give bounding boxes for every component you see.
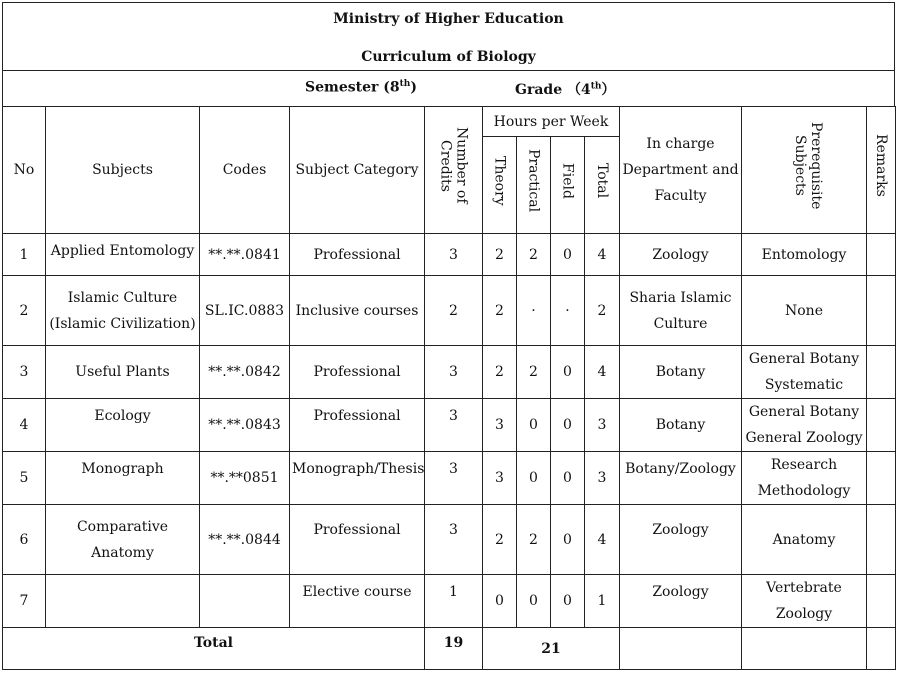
- semester-bar: [2, 70, 895, 107]
- row-credits: 3: [425, 399, 483, 452]
- row-prereq: General Botany Systematic: [742, 346, 867, 399]
- row-remarks: [867, 234, 896, 276]
- row-category: Professional: [290, 399, 425, 452]
- row-field: 0: [551, 505, 585, 575]
- table-row: [3, 452, 896, 505]
- row-theory: 2: [483, 346, 517, 399]
- table-row: [3, 575, 896, 628]
- header-row-1: [3, 107, 896, 137]
- total-remarks: [867, 628, 896, 670]
- row-code: **.**.0843: [200, 399, 290, 452]
- row-theory: 2: [483, 234, 517, 276]
- row-incharge: Botany: [620, 346, 742, 399]
- row-field: 0: [551, 399, 585, 452]
- row-practical: ·: [517, 276, 551, 346]
- row-incharge: Zoology: [620, 575, 742, 628]
- col-codes: Codes: [200, 107, 290, 234]
- row-no: 6: [3, 505, 46, 575]
- total-credits: 19: [425, 628, 483, 670]
- col-hours: Hours per Week: [483, 107, 620, 137]
- row-category: Inclusive courses: [290, 276, 425, 346]
- row-remarks: [867, 276, 896, 346]
- row-field: ·: [551, 276, 585, 346]
- row-subject: Comparative Anatomy: [46, 505, 200, 575]
- row-category: Elective course: [290, 575, 425, 628]
- row-code: SL.IC.0883: [200, 276, 290, 346]
- row-no: 4: [3, 399, 46, 452]
- col-practical: Practical: [517, 137, 551, 234]
- row-total: 2: [585, 276, 620, 346]
- total-prereq: [742, 628, 867, 670]
- col-remarks: Remarks: [867, 107, 896, 234]
- table-row: [3, 505, 896, 575]
- row-total: 4: [585, 234, 620, 276]
- row-prereq: Vertebrate Zoology: [742, 575, 867, 628]
- row-remarks: [867, 505, 896, 575]
- col-category: Subject Category: [290, 107, 425, 234]
- row-credits: 2: [425, 276, 483, 346]
- row-incharge: Sharia Islamic Culture: [620, 276, 742, 346]
- row-theory: 3: [483, 399, 517, 452]
- row-credits: 3: [425, 452, 483, 505]
- row-incharge: Botany/Zoology: [620, 452, 742, 505]
- row-total: 4: [585, 346, 620, 399]
- row-prereq: None: [742, 276, 867, 346]
- row-subject: [46, 575, 200, 628]
- table-row: [3, 399, 896, 452]
- row-field: 0: [551, 234, 585, 276]
- row-prereq: Anatomy: [742, 505, 867, 575]
- col-no: No: [3, 107, 46, 234]
- row-no: 3: [3, 346, 46, 399]
- row-incharge: Zoology: [620, 234, 742, 276]
- col-subjects: Subjects: [46, 107, 200, 234]
- row-subject: Ecology: [46, 399, 200, 452]
- row-prereq: Entomology: [742, 234, 867, 276]
- row-no: 7: [3, 575, 46, 628]
- total-label: Total: [3, 628, 425, 670]
- row-incharge: Botany: [620, 399, 742, 452]
- row-total: 4: [585, 505, 620, 575]
- header-box: [2, 2, 895, 71]
- ministry-title: Ministry of Higher Education: [333, 11, 564, 27]
- row-category: Professional: [290, 346, 425, 399]
- row-theory: 3: [483, 452, 517, 505]
- row-credits: 3: [425, 346, 483, 399]
- curriculum-title: Curriculum of Biology: [361, 49, 536, 65]
- semester-label: Semester (8th): [305, 79, 417, 96]
- row-remarks: [867, 452, 896, 505]
- table-row: [3, 346, 896, 399]
- row-total: 3: [585, 399, 620, 452]
- row-credits: 3: [425, 505, 483, 575]
- row-no: 1: [3, 234, 46, 276]
- curriculum-table: [2, 106, 896, 670]
- row-code: [200, 575, 290, 628]
- totals-row: [3, 628, 896, 670]
- grade-label: Grade （4th）: [515, 81, 616, 98]
- table-row: [3, 234, 896, 276]
- row-practical: 2: [517, 346, 551, 399]
- total-hours: 21: [483, 628, 620, 670]
- row-total: 1: [585, 575, 620, 628]
- row-theory: 0: [483, 575, 517, 628]
- row-remarks: [867, 575, 896, 628]
- row-prereq: Research Methodology: [742, 452, 867, 505]
- total-incharge: [620, 628, 742, 670]
- row-total: 3: [585, 452, 620, 505]
- row-practical: 0: [517, 452, 551, 505]
- row-no: 5: [3, 452, 46, 505]
- col-incharge: In charge Department and Faculty: [620, 107, 742, 234]
- col-field: Field: [551, 137, 585, 234]
- row-theory: 2: [483, 505, 517, 575]
- row-remarks: [867, 399, 896, 452]
- row-practical: 0: [517, 399, 551, 452]
- row-practical: 2: [517, 234, 551, 276]
- row-practical: 2: [517, 505, 551, 575]
- row-remarks: [867, 346, 896, 399]
- row-practical: 0: [517, 575, 551, 628]
- row-credits: 1: [425, 575, 483, 628]
- row-code: **.**.0844: [200, 505, 290, 575]
- row-field: 0: [551, 575, 585, 628]
- row-credits: 3: [425, 234, 483, 276]
- row-category: Monograph/Thesis: [290, 452, 425, 505]
- row-code: **.**.0842: [200, 346, 290, 399]
- col-prereq: Prerequisite Subjects: [742, 107, 867, 234]
- col-theory: Theory: [483, 137, 517, 234]
- table-row: [3, 276, 896, 346]
- row-subject: Useful Plants: [46, 346, 200, 399]
- row-field: 0: [551, 346, 585, 399]
- row-subject: Applied Entomology: [46, 234, 200, 276]
- row-no: 2: [3, 276, 46, 346]
- row-category: Professional: [290, 505, 425, 575]
- row-prereq: General Botany General Zoology: [742, 399, 867, 452]
- row-category: Professional: [290, 234, 425, 276]
- row-code: **.**0851: [200, 452, 290, 505]
- row-incharge: Zoology: [620, 505, 742, 575]
- col-total: Total: [585, 137, 620, 234]
- row-field: 0: [551, 452, 585, 505]
- row-code: **.**.0841: [200, 234, 290, 276]
- row-theory: 2: [483, 276, 517, 346]
- row-subject: Islamic Culture (Islamic Civilization): [46, 276, 200, 346]
- row-subject: Monograph: [46, 452, 200, 505]
- col-credits: Number of Credits: [425, 107, 483, 234]
